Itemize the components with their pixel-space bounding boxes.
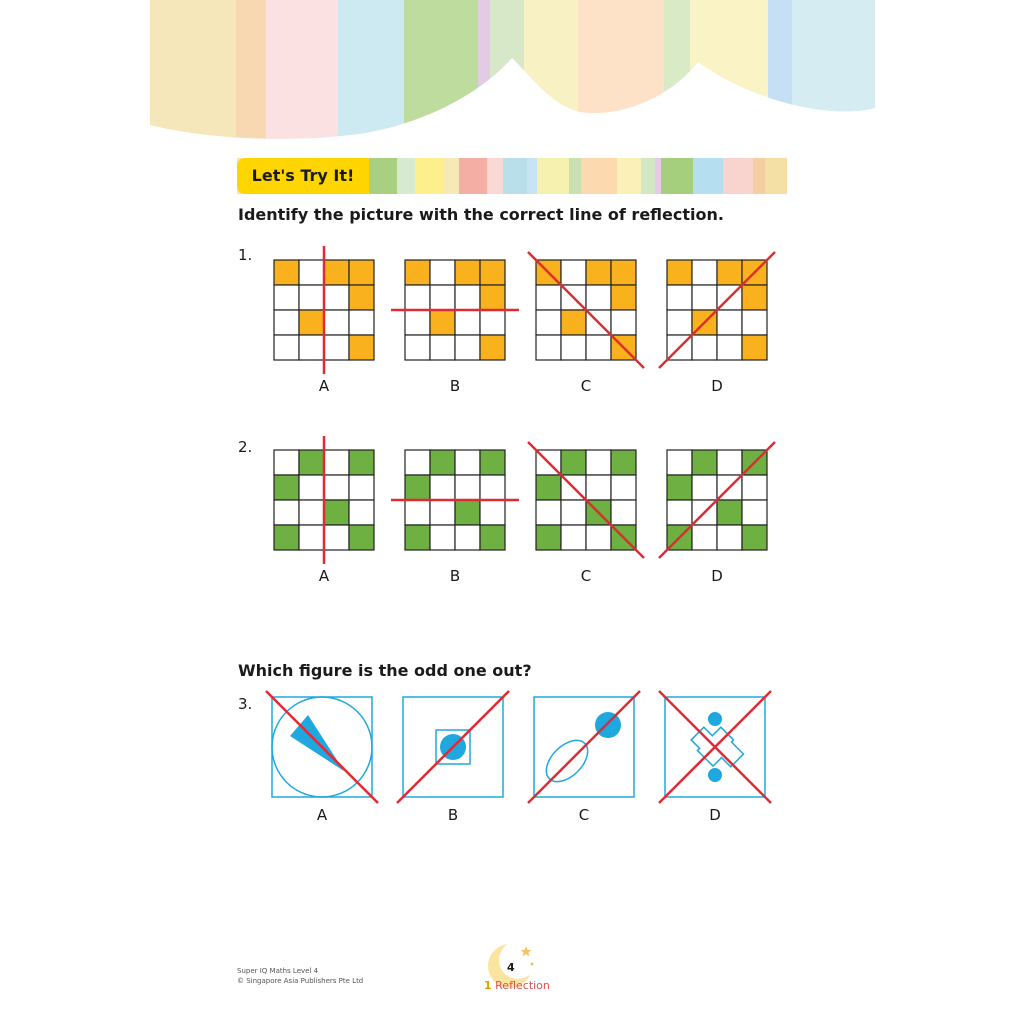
grid-cell-empty <box>324 475 349 500</box>
grid-cell-empty <box>561 525 586 550</box>
grid-cell-filled <box>349 335 374 360</box>
footer-credits <box>237 966 363 986</box>
grid-cell-empty <box>742 310 767 335</box>
q1-option-d-grid[interactable] <box>659 252 775 368</box>
grid-cell-empty <box>561 500 586 525</box>
grid-cell-filled <box>742 335 767 360</box>
grid-cell-filled <box>430 310 455 335</box>
grid-cell-filled <box>717 500 742 525</box>
grid-cell-empty <box>586 525 611 550</box>
grid-cell-filled <box>667 260 692 285</box>
grid-cell-empty <box>742 475 767 500</box>
grid-cell-empty <box>536 310 561 335</box>
grid-cell-empty <box>667 310 692 335</box>
grid-cell-filled <box>324 500 349 525</box>
question-2-grids <box>258 434 788 566</box>
footer-publication: Super IQ Maths Level 4 <box>237 967 319 975</box>
q3-option-b-figure[interactable] <box>397 691 509 803</box>
grid-cell-filled <box>742 285 767 310</box>
grid-cell-empty <box>586 285 611 310</box>
grid-cell-filled <box>611 260 636 285</box>
grid-cell-empty <box>480 500 505 525</box>
q2-option-b-grid[interactable] <box>391 450 519 550</box>
q2-option-a-label[interactable]: A <box>318 567 330 585</box>
grid-cell-empty <box>561 335 586 360</box>
grid-cell-empty <box>692 525 717 550</box>
grid-cell-empty <box>586 335 611 360</box>
grid-cell-empty <box>455 335 480 360</box>
grid-cell-empty <box>405 335 430 360</box>
grid-cell-empty <box>430 525 455 550</box>
grid-cell-filled <box>274 475 299 500</box>
grid-cell-filled <box>480 450 505 475</box>
grid-cell-empty <box>586 475 611 500</box>
grid-cell-empty <box>455 525 480 550</box>
grid-cell-empty <box>480 475 505 500</box>
grid-cell-filled <box>349 285 374 310</box>
grid-cell-filled <box>480 335 505 360</box>
q2-option-c-grid[interactable] <box>528 442 644 558</box>
grid-cell-empty <box>717 310 742 335</box>
grid-cell-filled <box>455 500 480 525</box>
grid-cell-empty <box>299 260 324 285</box>
grid-cell-empty <box>405 310 430 335</box>
grid-cell-empty <box>561 260 586 285</box>
q3-option-c-label[interactable]: C <box>578 806 590 824</box>
grid-cell-empty <box>349 500 374 525</box>
instruction-reflection: Identify the picture with the correct line of reflection. <box>238 205 724 224</box>
q2-option-d-grid[interactable] <box>659 442 775 558</box>
grid-cell-empty <box>430 335 455 360</box>
grid-cell-empty <box>717 525 742 550</box>
grid-cell-empty <box>611 475 636 500</box>
q3-option-d-label[interactable]: D <box>709 806 721 824</box>
grid-cell-filled <box>692 450 717 475</box>
grid-cell-empty <box>405 500 430 525</box>
grid-cell-empty <box>349 310 374 335</box>
page-number: 4 <box>507 961 515 974</box>
q2-option-a-grid[interactable] <box>274 436 374 564</box>
grid-cell-empty <box>430 285 455 310</box>
grid-cell-filled <box>586 260 611 285</box>
grid-cell-empty <box>667 450 692 475</box>
grid-cell-filled <box>349 450 374 475</box>
grid-cell-empty <box>692 285 717 310</box>
grid-cell-empty <box>455 475 480 500</box>
grid-cell-filled <box>349 260 374 285</box>
grid-cell-empty <box>274 335 299 360</box>
grid-cell-filled <box>561 450 586 475</box>
grid-cell-filled <box>480 285 505 310</box>
grid-cell-empty <box>274 285 299 310</box>
grid-cell-empty <box>692 475 717 500</box>
q1-option-c-label[interactable]: C <box>580 377 592 395</box>
grid-cell-empty <box>274 500 299 525</box>
grid-cell-empty <box>430 260 455 285</box>
q1-option-b-label[interactable]: B <box>449 377 461 395</box>
q2-option-b-label[interactable]: B <box>449 567 461 585</box>
grid-cell-filled <box>299 310 324 335</box>
q1-option-d-label[interactable]: D <box>711 377 723 395</box>
grid-cell-filled <box>561 310 586 335</box>
q3-option-d-figure[interactable] <box>659 691 771 803</box>
q3-option-a-figure[interactable] <box>266 691 378 803</box>
grid-cell-filled <box>349 525 374 550</box>
grid-cell-filled <box>611 285 636 310</box>
grid-cell-empty <box>299 500 324 525</box>
grid-cell-empty <box>299 475 324 500</box>
grid-cell-filled <box>405 475 430 500</box>
grid-cell-filled <box>611 450 636 475</box>
q1-option-a-label[interactable]: A <box>318 377 330 395</box>
grid-cell-empty <box>299 335 324 360</box>
instruction-odd-one-out: Which figure is the odd one out? <box>238 661 532 680</box>
question-3-number: 3. <box>238 695 253 713</box>
grid-cell-empty <box>667 500 692 525</box>
chapter-label <box>484 979 550 992</box>
grid-cell-filled <box>667 475 692 500</box>
grid-cell-empty <box>480 310 505 335</box>
grid-cell-empty <box>455 310 480 335</box>
grid-cell-filled <box>480 260 505 285</box>
grid-cell-filled <box>405 260 430 285</box>
grid-cell-empty <box>692 335 717 360</box>
q2-option-c-label[interactable]: C <box>580 567 592 585</box>
grid-cell-empty <box>536 335 561 360</box>
q2-option-d-label[interactable]: D <box>711 567 723 585</box>
grid-cell-empty <box>717 450 742 475</box>
q1-option-a-grid[interactable] <box>274 246 374 374</box>
q3-option-b-label[interactable]: B <box>447 806 459 824</box>
grid-cell-empty <box>299 525 324 550</box>
question-3-figures <box>258 684 788 812</box>
grid-cell-empty <box>299 285 324 310</box>
grid-cell-empty <box>324 450 349 475</box>
grid-cell-filled <box>405 525 430 550</box>
grid-cell-empty <box>742 500 767 525</box>
rainbow-stripes-header <box>150 0 875 150</box>
grid-cell-empty <box>405 285 430 310</box>
grid-cell-empty <box>536 500 561 525</box>
chapter-number: 1 <box>484 979 492 992</box>
question-1-grids <box>258 244 788 376</box>
q1-option-c-grid[interactable] <box>528 252 644 368</box>
grid-cell-filled <box>480 525 505 550</box>
grid-cell-filled <box>536 525 561 550</box>
q3-option-c-figure[interactable] <box>528 691 640 803</box>
grid-cell-empty <box>455 285 480 310</box>
q1-option-b-grid[interactable] <box>391 260 519 360</box>
grid-cell-empty <box>586 450 611 475</box>
grid-cell-empty <box>455 450 480 475</box>
grid-cell-filled <box>430 450 455 475</box>
grid-cell-empty <box>405 450 430 475</box>
grid-cell-filled <box>324 260 349 285</box>
banner-title: Let's Try It! <box>237 158 369 194</box>
grid-cell-empty <box>667 285 692 310</box>
grid-cell-filled <box>274 525 299 550</box>
grid-cell-empty <box>692 260 717 285</box>
grid-cell-empty <box>430 475 455 500</box>
q3-option-a-label[interactable]: A <box>316 806 328 824</box>
grid-cell-empty <box>717 335 742 360</box>
grid-cell-empty <box>274 450 299 475</box>
chapter-title: Reflection <box>495 979 550 992</box>
question-2-number: 2. <box>238 438 253 456</box>
grid-cell-empty <box>611 310 636 335</box>
grid-cell-empty <box>611 500 636 525</box>
grid-cell-filled <box>742 525 767 550</box>
grid-cell-empty <box>349 475 374 500</box>
grid-cell-empty <box>324 335 349 360</box>
grid-cell-filled <box>455 260 480 285</box>
footer-copyright: © Singapore Asia Publishers Pte Ltd <box>237 977 364 985</box>
question-1-number: 1. <box>238 246 253 264</box>
grid-cell-filled <box>536 475 561 500</box>
grid-cell-empty <box>324 310 349 335</box>
grid-cell-filled <box>274 260 299 285</box>
grid-cell-filled <box>717 260 742 285</box>
grid-cell-empty <box>536 285 561 310</box>
grid-cell-empty <box>324 525 349 550</box>
grid-cell-empty <box>324 285 349 310</box>
grid-cell-empty <box>430 500 455 525</box>
grid-cell-empty <box>274 310 299 335</box>
grid-cell-filled <box>299 450 324 475</box>
